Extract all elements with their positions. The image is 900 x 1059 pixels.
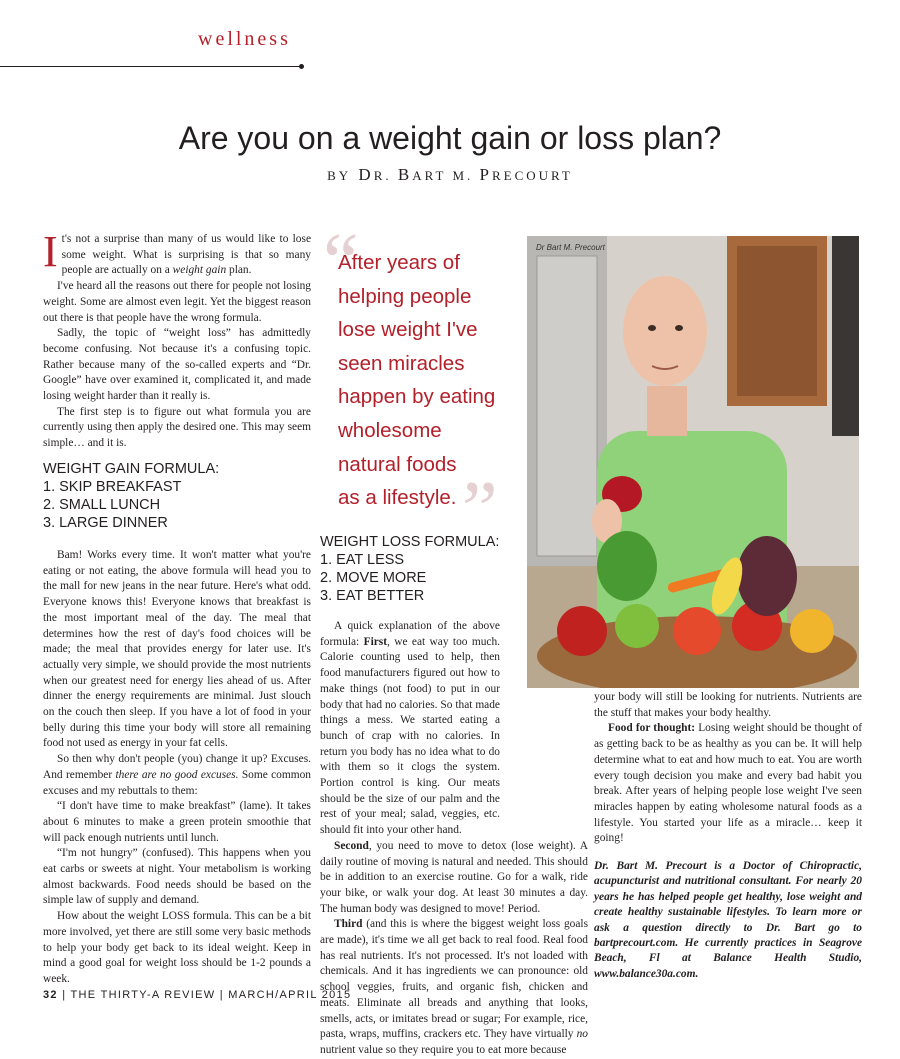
pull-quote-line: seen miracles <box>338 351 465 375</box>
page-footer <box>43 989 351 1001</box>
formula-item: 2. MOVE MORE <box>320 570 427 586</box>
article-title: Are you on a weight gain or loss plan? <box>178 120 722 156</box>
formula-heading: WEIGHT LOSS FORMULA: <box>320 534 500 550</box>
pull-quote-line: natural foods <box>338 452 457 476</box>
paragraph: So then why don't people (you) change it up? Excuses. And remember there are no good excuses. Some common excuses and my rebuttals to them: <box>43 753 311 797</box>
formula-item: 3. LARGE DINNER <box>43 515 168 531</box>
drop-cap: I <box>43 227 58 276</box>
paragraph: your body will still be looking for nutrients. Nutrients are the stuff that makes your body healthy. <box>594 691 862 719</box>
pull-quote-line: After years of <box>338 251 460 274</box>
author-bio: Dr. Bart M. Precourt is a Doctor of Chiropractic, acupuncturist and nutritional consultant. For nearly 20 years he has helped people get healthy, lose weight and create healthy sustainable lifestyles. To learn more or ask a question directly to Dr. Bart go to bartprecourt.com. He currently practices in Seagrove Beach, Fl at Balance Health Studio, www.balance30a.com. <box>594 860 862 980</box>
section-label: wellness <box>198 28 291 50</box>
pull-quote-line: helping people <box>338 284 472 308</box>
paragraph: “I don't have time to make breakfast” (lame). It takes about 6 minutes to make a green protein smoothie that will pack enough nutrients until lunch. <box>43 800 311 844</box>
pull-quote-line: as a lifestyle. <box>338 486 457 510</box>
column-1-body <box>43 548 311 988</box>
formula-item: 2. SMALL LUNCH <box>43 497 161 513</box>
pull-quote-line: wholesome <box>338 418 442 442</box>
formula-item: 1. SKIP BREAKFAST <box>43 479 182 495</box>
paragraph: The first step is to figure out what formula you are currently using then apply the desired one. This may seem simple… and it is. <box>43 405 311 450</box>
column-1-intro <box>43 227 311 452</box>
paragraph: Third (and this is where the biggest weight loss goals are made), it's time we all get back to real food. Real food has real nutrients. It's not processed. It's not loaded with chemicals. And it has ingredients we can pronounce: old school veggies, fruits, and organic fish, chicken and meats. Eliminate all breads and anything that looks, smells, acts, or imitates bread or sugar; For example, rice, pasta, wraps, muffins, crackers etc. They have virtually no nutrient value so they require you to eat more because <box>320 918 588 1056</box>
pull-quote-line: happen by eating <box>338 385 496 409</box>
header-rule <box>0 66 302 67</box>
paragraph: Sadly, the topic of “weight loss” has admittedly become confusing. Not because it's a confusing topic. Rather because many of the so-called experts and “Dr. Google” have over examined it, complicated it, and made losing weight harder than it really is. <box>43 327 311 403</box>
weight-gain-formula <box>43 460 303 532</box>
quote-close-mark: ” <box>462 466 498 554</box>
paragraph: I've heard all the reasons out there for people not losing weight. Some are almost even legit. Yet the biggest reason out there is that people have the wrong formula. <box>43 280 311 324</box>
photo-credit: Dr Bart M. Precourt <box>536 243 605 252</box>
quote-open-mark: “ <box>323 218 359 306</box>
paragraph: Second, you need to move to detox (lose weight). A daily routine of moving is natural and needed. This should be in addition to an exercise routine. Go for a walk, ride your bike, or walk your dog. At least 30 minutes a day. The human body was designed to move! Period. <box>320 839 588 915</box>
formula-heading: WEIGHT GAIN FORMULA: <box>43 461 220 477</box>
pull-quote <box>338 246 538 515</box>
paragraph: Bam! Works every time. It won't matter what you're eating or not eating, the above formula will head you to the mall for new jeans in the near future. Here's what odd. Everyone knows this! Everyone knows that breakfast is the most important meal of the day. The meal that determines how the rest of day's food choices will be made; the meal that provides energy for later use. It's actually very simple, we should provide the most nutrients when our greatest need for energy lies ahead of us. After dinner the energy requirements are minimal. Just slouch on the couch then sleep. If you have a lot of food in your belly during this time your body will store all remaining food not used as energy in your fat cells. <box>43 549 311 750</box>
byline-prefix: BY <box>327 168 352 183</box>
author-photo-illustration <box>527 236 859 688</box>
paragraph: A quick explanation of the above formula: First, we eat way too much. Calorie counting used to help, then food manufacturers figured out how to make things (not food) to put in our body that had no calories. So that made things a mess. We started eating a bunch of crap with no calories. In return you body has no idea what to do with them so it clogs the system. Portion control is king. Our meats should be the size of our palm and the rest of your meal; salad, veggies, etc. should fit into your other hand. <box>320 620 500 837</box>
paragraph: It's not a surprise than many of us would like to lose some weight. What is surprising is that so many people are actually on a weight gain plan. <box>43 227 311 277</box>
article-byline <box>0 165 900 185</box>
paragraph: “I'm not hungry” (confused). This happens when you eat carbs or sweets at night. Your metabolism is working almost backwards. Food needs should be based on the simple law of supply and demand. <box>43 847 311 907</box>
header-rule-dot <box>299 64 304 69</box>
page-number: 32 <box>43 989 58 1001</box>
weight-loss-formula <box>320 533 520 605</box>
pull-quote-line: lose weight I've <box>338 318 478 342</box>
paragraph: How about the weight LOSS formula. This can be a bit more involved, yet there are still some very basic methods to help your body get back to its ideal weight. Keep in mind a good goal for weight loss should be 1-2 pounds a week. <box>43 910 311 985</box>
formula-item: 3. EAT BETTER <box>320 588 425 604</box>
footer-separator: | <box>57 989 71 1001</box>
byline-author: DR. BART M. PRECOURT <box>358 165 573 184</box>
author-photo <box>527 236 859 688</box>
footer-publication: THE THIRTY-A REVIEW | MARCH/APRIL 2015 <box>70 989 352 1001</box>
paragraph: Food for thought: Losing weight should be thought of as getting back to be as healthy as you can be. It will help determine what to eat and how much to eat. You are worth every tough decision you make and every bad habit you break. After years of helping people lose weight I've seen miracles happen by eating wholesome natural foods as a lifestyle. You started your life as a miracle… keep it going! <box>594 722 862 845</box>
column-3-body <box>594 690 862 982</box>
formula-item: 1. EAT LESS <box>320 552 405 568</box>
